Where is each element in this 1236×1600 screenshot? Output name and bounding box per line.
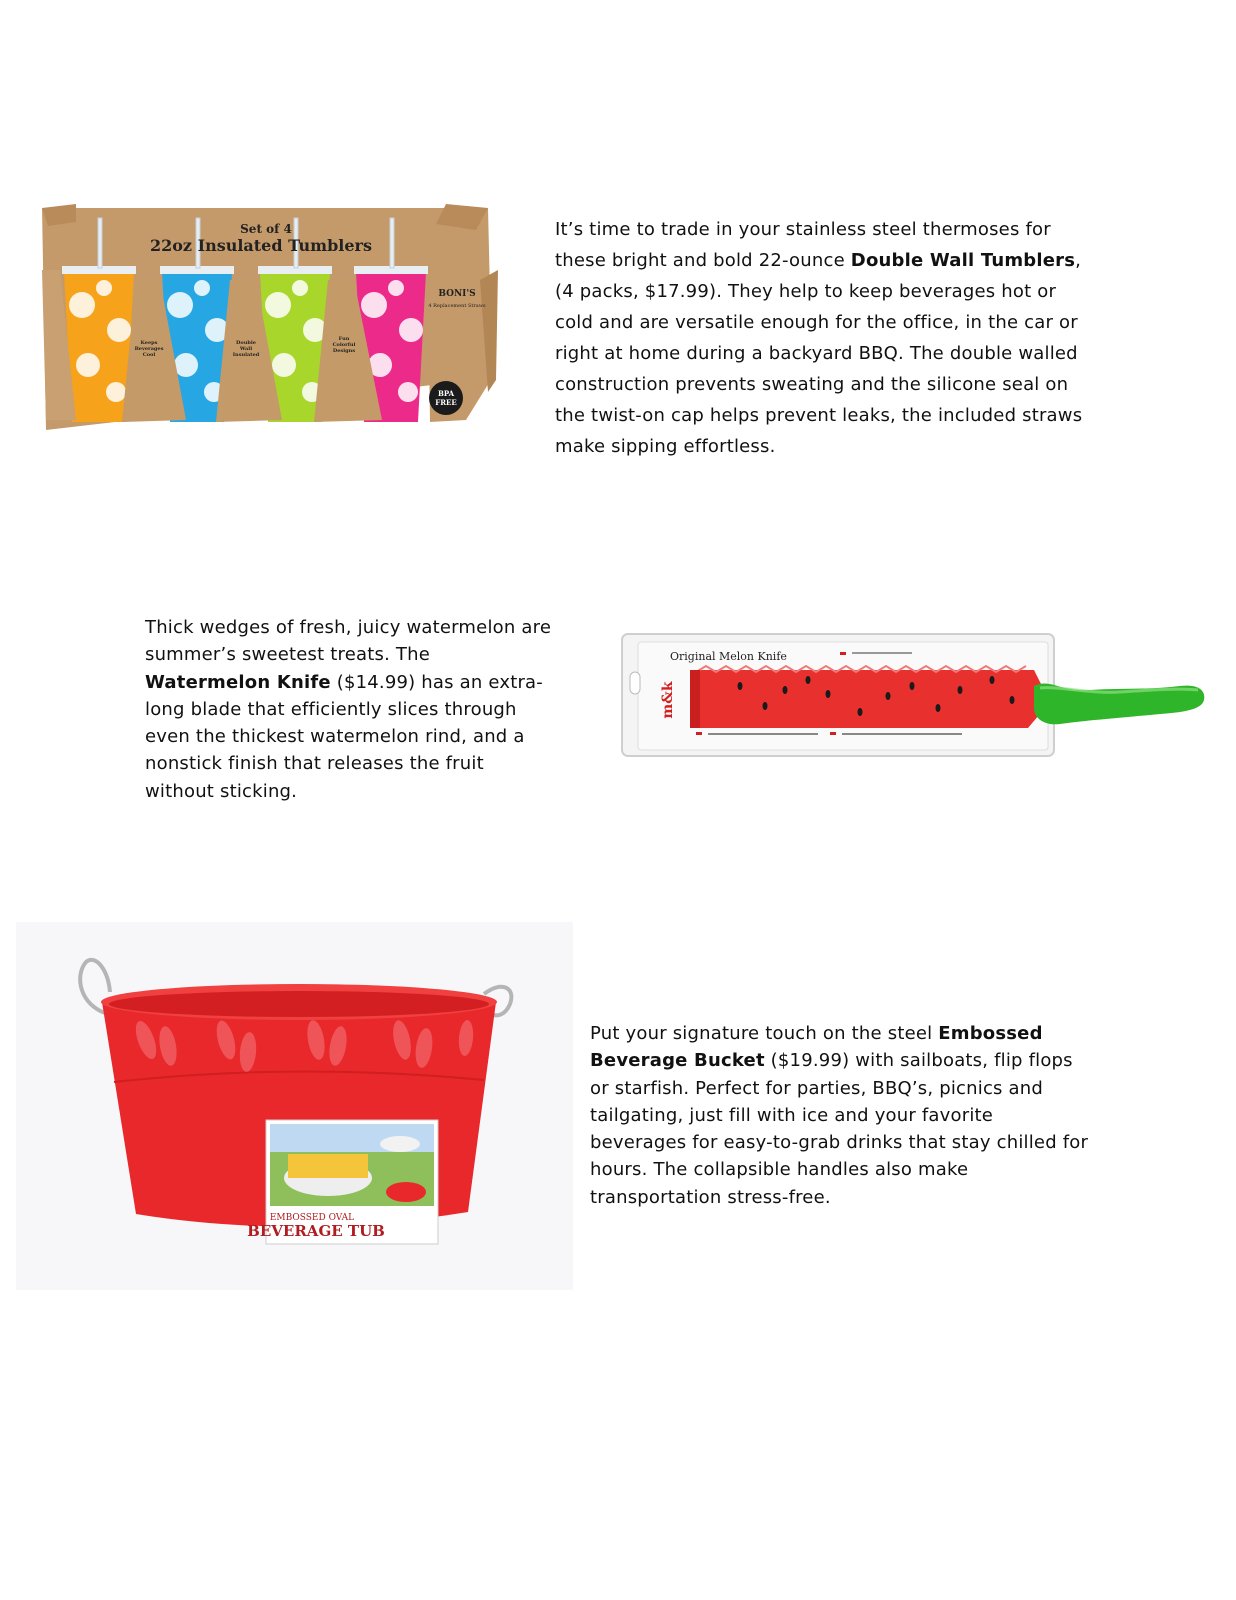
bucket-description [590, 1020, 1090, 1211]
bucket-label-line-2: BEVERAGE TUB [247, 1222, 385, 1240]
tumbler-dot [399, 318, 423, 342]
knife-product-image [620, 628, 1208, 762]
knife-text-before: Thick wedges of fresh, juicy watermelon are summer’s sweetest treats. The [145, 617, 552, 666]
tumbler-straw [98, 218, 102, 268]
tumblers-text-after: , (4 packs, $17.99). They help to keep beverages hot or cold and are versatile enough for the office, in the car or right at home during a backyard BBQ. The double walled construction prevents sweating and the silicone seal on the twist-on cap helps prevent leaks, the included straws make sipping effortless. [555, 250, 1083, 457]
tumbler-dot [69, 292, 95, 318]
panel-1-line-3: Cool [142, 352, 156, 358]
knife-text-after: ($14.99) has an extra-long blade that efficiently slices through even the thickest watermelon rind, and a nonstick finish that releases the fruit without sticking. [145, 671, 543, 802]
bpa-badge-line-2: FREE [435, 398, 457, 407]
tumblers-product-name: Double Wall Tumblers [850, 250, 1076, 271]
tumbler-dot [398, 382, 418, 402]
bucket-label [247, 1120, 438, 1244]
tumblers-brand: BONI'S [438, 289, 476, 299]
tumblers-box-set-text: Set of 4 [240, 222, 292, 236]
tumbler-dot [167, 292, 193, 318]
panel-1-line-2: Beverages [134, 346, 164, 352]
tumblers-brand-note: 4 Replacement Straws [428, 303, 486, 309]
tumbler-dot [107, 318, 131, 342]
knife-product-name: Watermelon Knife [145, 671, 331, 693]
tumbler-dot [76, 353, 100, 377]
knife-blade [690, 670, 1050, 728]
panel-2-line-2: Wall [239, 346, 253, 352]
tumbler-straw [390, 218, 394, 268]
knife-brand-logo: m&k [660, 681, 676, 719]
knife-package-title: Original Melon Knife [670, 650, 787, 663]
tumbler-dot [96, 280, 112, 296]
tumbler-dot [388, 280, 404, 296]
bucket-label-line-1: EMBOSSED OVAL [269, 1213, 355, 1223]
bucket-product-image [16, 922, 573, 1290]
panel-3-line-1: Fun [338, 336, 350, 342]
panel-2-line-3: Insulated [232, 352, 260, 358]
bucket-product-name: Embossed Beverage Bucket [590, 1023, 1043, 1072]
panel-3-line-3: Designs [332, 348, 356, 354]
knife-description [145, 614, 555, 805]
tumbler-dot [361, 292, 387, 318]
tumblers-product-image [36, 130, 498, 442]
panel-3-line-2: Colorful [332, 342, 356, 348]
panel-2-line-1: Double [236, 340, 256, 346]
tumblers-text-before: It’s time to trade in your stainless steel thermoses for these bright and bold 22-ounce [555, 219, 1051, 271]
tumbler-dot [265, 292, 291, 318]
tumblers-box-title: 22oz Insulated Tumblers [149, 236, 373, 255]
tumbler-dot [194, 280, 210, 296]
bucket-text-after: ($19.99) with sailboats, flip flops or starfish. Perfect for parties, BBQ’s, picnics and tailgating, just fill with ice and your favorite beverages for easy-to-grab drinks that stay chilled for hours. The collapsible handles also make transportation stress-free. [590, 1050, 1089, 1208]
tumbler-dot [174, 353, 198, 377]
tumbler-dot [106, 382, 126, 402]
tumbler-dot [272, 353, 296, 377]
bucket-text-before: Put your signature touch on the steel [590, 1023, 939, 1044]
tumblers-description [555, 214, 1085, 462]
panel-1-line-1: Keeps [140, 340, 158, 346]
tumbler-dot [292, 280, 308, 296]
bpa-badge-line-1: BPA [437, 389, 455, 398]
